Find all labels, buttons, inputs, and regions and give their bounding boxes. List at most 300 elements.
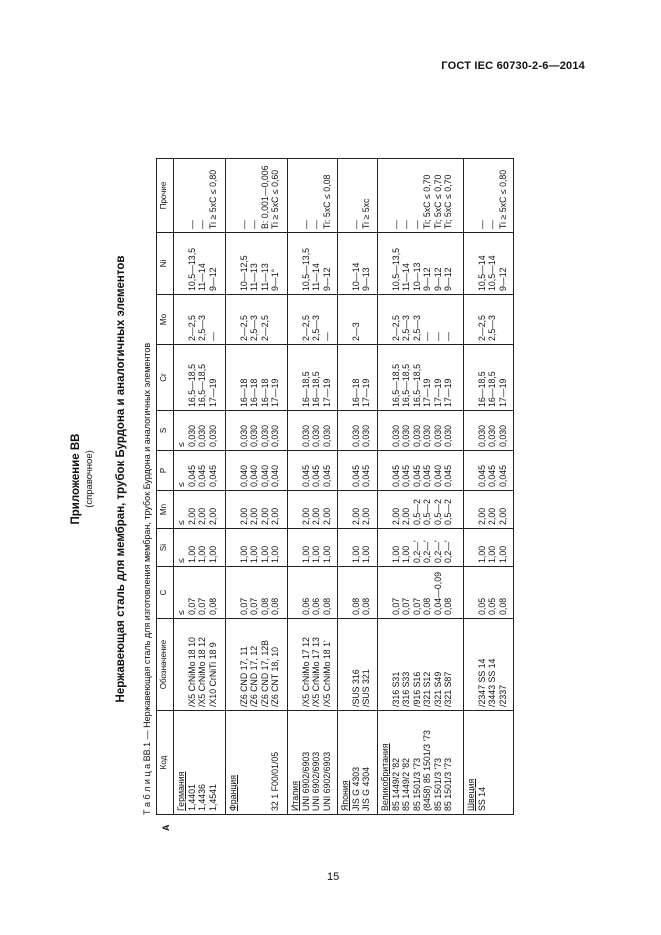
mo-value: 2—2,5 — [300, 315, 311, 341]
cell-s — [464, 411, 514, 451]
cell-p — [226, 451, 288, 491]
p-value: 0,045 — [361, 464, 371, 487]
code-value: 85 1449/2 '82 — [390, 757, 401, 811]
code-value — [260, 714, 271, 811]
designation-value: /X10 CrNiTi 18 9 — [207, 642, 218, 707]
page-number: 15 — [327, 871, 340, 883]
mn-value: 2,00 — [238, 507, 249, 525]
mn-value: 2,00 — [390, 507, 401, 525]
other-value: — — [311, 220, 321, 229]
other-value: — — [476, 220, 487, 229]
steel-table-wrapper — [156, 159, 535, 831]
s-value: 0,030 — [186, 424, 197, 447]
ni-value: 10,5—14 — [487, 255, 497, 291]
si-value: ≤ — [176, 558, 186, 563]
s-value: 0,030 — [350, 424, 361, 447]
designation-value: /SUS 316 — [350, 669, 361, 707]
table-caption: Т а б л и ц а ВВ.1 — Нержавеющая сталь для изготовления мембран, трубок Бурдона и аналогичных элементов — [142, 342, 152, 815]
col-header: S — [157, 411, 174, 451]
col-header: Ni — [157, 233, 174, 295]
si-value — [340, 532, 351, 563]
cell-designation — [174, 619, 226, 711]
cell-code — [464, 711, 514, 815]
ni-value — [176, 236, 187, 291]
other-value — [466, 162, 477, 229]
designation-value: /Z6 CND 17, 12 — [249, 645, 259, 707]
si-value: 1,00 — [350, 545, 361, 563]
cell-si — [288, 529, 338, 567]
col-header: Код — [157, 711, 174, 815]
cell-si — [338, 529, 378, 567]
ni-value: 11—13 — [259, 263, 270, 291]
country-name: Германия — [176, 771, 186, 811]
table-row — [378, 159, 464, 815]
ni-value: 9—12 — [422, 267, 432, 291]
designation-value: /321 S12 — [422, 671, 432, 707]
si-value: 1,00 — [487, 545, 497, 563]
cr-value: 16—18,5 — [311, 371, 321, 407]
designation-value: /Z6 CNT 18, 10 — [270, 647, 280, 707]
ni-value: 10,5—13,5 — [186, 247, 197, 291]
p-value: 0,045 — [321, 464, 332, 487]
other-value: B: 0,001—0,006 — [259, 165, 270, 229]
cr-value: 17—19 — [270, 378, 280, 407]
mo-value: — — [432, 332, 443, 341]
p-value: 0,045 — [300, 464, 311, 487]
mo-value: 2,5—3 — [311, 315, 321, 341]
p-value: ≤ — [176, 482, 186, 487]
s-value: 0,030 — [443, 424, 453, 447]
cell-ni — [338, 233, 378, 295]
cell-code — [226, 711, 288, 815]
p-value: 0,045 — [422, 464, 432, 487]
s-value — [228, 414, 239, 447]
mn-value: 2,00 — [249, 507, 259, 525]
appendix-subtitle: (справочное) — [84, 450, 95, 508]
cell-si — [174, 529, 226, 567]
designation-value: /316 S31 — [390, 671, 401, 707]
si-value: 1,00 — [321, 545, 332, 563]
ni-value: 9—12 — [321, 267, 332, 291]
cell-code — [174, 711, 226, 815]
si-value: 1,00 — [249, 545, 259, 563]
c-value: 0,08 — [497, 597, 508, 615]
c-value: 0,05 — [476, 597, 487, 615]
mo-value: 2—3 — [350, 322, 361, 341]
ni-value: 10—13 — [411, 262, 422, 291]
cr-value: 16—18 — [259, 378, 270, 407]
cell-s — [226, 411, 288, 451]
s-value: 0,030 — [401, 424, 411, 447]
ni-value — [290, 236, 301, 291]
code-value: 85 1501/3 '73 — [432, 757, 443, 811]
other-value: Ti; 5xC ≤ 0,70 — [432, 174, 443, 229]
cell-cr — [378, 345, 464, 411]
mn-value: 2,00 — [350, 507, 361, 525]
designation-value: /321 S87 — [443, 671, 453, 707]
cell-c — [338, 567, 378, 619]
code-value — [249, 714, 260, 811]
cell-designation — [338, 619, 378, 711]
table-row — [338, 159, 378, 815]
p-value — [340, 454, 351, 487]
spacer — [340, 622, 351, 707]
s-value — [290, 414, 301, 447]
table-row — [464, 159, 514, 815]
cr-value: 17—19 — [207, 378, 218, 407]
other-value: Ti: 5xC ≤ 0,08 — [321, 174, 332, 229]
ni-value: 9—12 — [443, 267, 453, 291]
cr-value: 17—19 — [321, 378, 332, 407]
cr-value: 16—18 — [350, 378, 361, 407]
si-value: 0,2—' — [411, 540, 422, 563]
cr-value: 16,5—18,5 — [186, 363, 197, 407]
designation-value: /SUS 321 — [361, 669, 371, 707]
mo-value: — — [321, 332, 332, 341]
c-value: 0,08 — [422, 597, 432, 615]
code-value: 85 1501/3 '73 — [411, 757, 422, 811]
si-value: 1,00 — [186, 545, 197, 563]
corner-mark: A — [161, 824, 171, 831]
cell-mn — [226, 491, 288, 529]
mn-value: 2,00 — [300, 507, 311, 525]
s-value: 0,030 — [361, 424, 371, 447]
cr-value: 16,5—18,5 — [197, 363, 207, 407]
mn-value: 2,00 — [270, 507, 280, 525]
cr-value: 17—19 — [497, 378, 508, 407]
ni-value: 11—14 — [311, 263, 321, 291]
c-value: 0,07 — [197, 597, 207, 615]
si-value: 1,00 — [361, 545, 371, 563]
cell-cr — [174, 345, 226, 411]
c-value: 0,07 — [401, 597, 411, 615]
c-value: 0,07 — [238, 597, 249, 615]
mn-value: 2,00 — [259, 507, 270, 525]
s-value: 0,030 — [497, 424, 508, 447]
other-value: Ti ≥ 5xc — [361, 198, 371, 229]
code-value: UNI 6902/6903 — [311, 751, 321, 811]
cell-mn — [174, 491, 226, 529]
country-name: Франция — [228, 774, 238, 811]
ni-value: 10,5—13,5 — [390, 247, 401, 291]
mo-value: 2,5—3 — [487, 315, 497, 341]
p-value: 0,045 — [186, 464, 197, 487]
designation-value: /3443 SS 14 — [487, 658, 497, 707]
si-value: 1,00 — [238, 545, 249, 563]
mn-value: 2,00 — [207, 507, 218, 525]
cell-code — [338, 711, 378, 815]
mn-value: 0,5—2 — [411, 499, 422, 525]
mn-value: 2,00 — [476, 507, 487, 525]
c-value: 0,08 — [350, 597, 361, 615]
mo-value — [228, 298, 239, 341]
mo-value — [340, 298, 351, 341]
cell-mo — [338, 295, 378, 345]
s-value: 0,030 — [259, 424, 270, 447]
mo-value: — — [443, 332, 453, 341]
s-value: 0,030 — [390, 424, 401, 447]
other-value: — — [390, 220, 401, 229]
p-value: 0,045 — [390, 464, 401, 487]
table-header-row — [157, 159, 174, 815]
cell-other — [288, 159, 338, 233]
cell-mn — [288, 491, 338, 529]
mo-value — [498, 298, 509, 341]
designation-value: /X5 CrNiMo 18 1' — [321, 640, 332, 707]
ni-value: 10,5—13,5 — [300, 247, 311, 291]
p-value: 0,045 — [197, 464, 207, 487]
cell-other — [464, 159, 514, 233]
mo-value — [176, 298, 187, 341]
cell-mo — [226, 295, 288, 345]
cr-value — [466, 348, 477, 407]
cell-c — [226, 567, 288, 619]
spacer — [176, 622, 187, 707]
s-value: 0,030 — [197, 424, 207, 447]
other-value: — — [197, 220, 207, 229]
ni-value: 9—13 — [361, 267, 371, 291]
p-value: 0,045 — [311, 464, 321, 487]
designation-value: /X5 CrNiMo 17 12 — [300, 637, 311, 707]
p-value: 0,040 — [238, 464, 249, 487]
si-value: 1,00 — [300, 545, 311, 563]
c-value: 0,08 — [443, 597, 453, 615]
si-value: 1,00 — [197, 545, 207, 563]
mn-value — [228, 494, 239, 525]
cr-value: 17—19 — [422, 378, 432, 407]
c-value — [340, 570, 351, 615]
code-value: SS 14 — [476, 787, 487, 811]
code-value: 1,4401 — [186, 784, 197, 811]
ni-value: 9—12 — [497, 267, 508, 291]
cr-value: 16,5—18,5 — [401, 363, 411, 407]
mn-value — [290, 494, 301, 525]
p-value: 0,040 — [259, 464, 270, 487]
mn-value: 2,00 — [361, 507, 371, 525]
cell-cr — [226, 345, 288, 411]
mo-value: 2,5—3 — [249, 315, 259, 341]
designation-value: /916 S16 — [411, 671, 422, 707]
country-name: Швеция — [466, 778, 476, 811]
mn-value: 2,00 — [497, 507, 508, 525]
s-value — [380, 414, 391, 447]
s-value: 0,030 — [476, 424, 487, 447]
p-value: 0,045 — [401, 464, 411, 487]
cr-value — [380, 348, 391, 407]
ni-value: 10—12,5 — [238, 255, 249, 291]
p-value: 0,040 — [432, 464, 443, 487]
cell-p — [338, 451, 378, 491]
mo-value: 2—2,5 — [390, 315, 401, 341]
cell-other — [378, 159, 464, 233]
other-value: — — [401, 220, 411, 229]
s-value: 0,030 — [207, 424, 218, 447]
country-name: Италия — [290, 781, 300, 811]
cell-mo — [174, 295, 226, 345]
cell-other — [226, 159, 288, 233]
ni-value: 9—12 — [207, 267, 218, 291]
ni-value — [340, 236, 351, 291]
cr-value: 17—19 — [361, 378, 371, 407]
code-value: 85 1449/2 '82 — [401, 757, 411, 811]
s-value: 0,030 — [321, 424, 332, 447]
cell-mo — [288, 295, 338, 345]
other-value: — — [249, 220, 259, 229]
table-row — [226, 159, 288, 815]
cr-value: 16—18,5 — [476, 371, 487, 407]
spacer — [466, 622, 477, 707]
p-value: 0,045 — [350, 464, 361, 487]
c-value: 0,07 — [186, 597, 197, 615]
cell-mn — [378, 491, 464, 529]
mo-value: 2—2,5 — [238, 315, 249, 341]
cell-cr — [464, 345, 514, 411]
mn-value: 0,5—2 — [432, 499, 443, 525]
si-value: 1,00 — [401, 545, 411, 563]
code-value — [239, 714, 250, 811]
s-value: 0,030 — [411, 424, 422, 447]
s-value: 0,030 — [422, 424, 432, 447]
s-value: 0,030 — [311, 424, 321, 447]
mo-value — [361, 298, 372, 341]
cr-value — [340, 348, 351, 407]
cell-mn — [464, 491, 514, 529]
cell-ni — [226, 233, 288, 295]
s-value — [340, 414, 351, 447]
mn-value — [380, 494, 391, 525]
si-value: 1,00 — [207, 545, 218, 563]
other-value — [380, 162, 391, 229]
ni-value: 9—12 — [432, 267, 443, 291]
p-value: 0,045 — [476, 464, 487, 487]
s-value: 0,030 — [249, 424, 259, 447]
mn-value — [466, 494, 477, 525]
ni-value: 11—14 — [197, 263, 207, 291]
other-value — [228, 162, 239, 229]
code-value: 1,4436 — [197, 784, 207, 811]
cell-s — [288, 411, 338, 451]
other-value: — — [487, 220, 497, 229]
p-value — [290, 454, 301, 487]
designation-value: /Z6 CND 17, 12B — [259, 640, 270, 707]
cell-p — [174, 451, 226, 491]
si-value — [466, 532, 477, 563]
ni-value — [466, 236, 477, 291]
cr-value: 16—18,5 — [300, 371, 311, 407]
c-value: 0,07 — [411, 597, 422, 615]
c-value — [228, 570, 239, 615]
c-value: 0,08 — [207, 597, 218, 615]
s-value — [466, 414, 477, 447]
c-value: 0,04—0,09 — [432, 571, 443, 615]
mn-value — [340, 494, 351, 525]
cell-si — [378, 529, 464, 567]
cell-c — [464, 567, 514, 619]
designation-value: /2347 SS 14 — [476, 658, 487, 707]
cell-s — [378, 411, 464, 451]
cr-value — [290, 348, 301, 407]
mo-value — [466, 298, 477, 341]
col-header: Si — [157, 529, 174, 567]
cell-c — [378, 567, 464, 619]
cr-value: 17—19 — [443, 378, 453, 407]
designation-value: /X5 CrNiMo 18 10 — [186, 637, 197, 707]
ni-value — [228, 236, 239, 291]
rotated-content — [70, 143, 535, 831]
table-row — [288, 159, 338, 815]
other-value: — — [411, 220, 422, 229]
col-header: Mo — [157, 295, 174, 345]
cell-designation — [226, 619, 288, 711]
designation-value: /316 S33 — [401, 671, 411, 707]
si-value: 1,00 — [311, 545, 321, 563]
cell-cr — [338, 345, 378, 411]
cell-c — [174, 567, 226, 619]
p-value: 0,040 — [249, 464, 259, 487]
cell-mo — [378, 295, 464, 345]
ni-value: 10—14 — [350, 262, 361, 291]
mn-value: 2,00 — [401, 507, 411, 525]
cr-value: 16—18 — [238, 378, 249, 407]
mo-value: — — [207, 332, 218, 341]
p-value: 0,045 — [443, 464, 453, 487]
designation-value: /2337 — [497, 684, 508, 707]
s-value: 0,030 — [432, 424, 443, 447]
c-value: 0,07 — [249, 597, 259, 615]
si-value: 1,00 — [390, 545, 401, 563]
other-value: — — [186, 220, 197, 229]
c-value: 0,08 — [270, 597, 280, 615]
mn-value: ≤ — [176, 520, 186, 525]
si-value: 0,2—' — [432, 540, 443, 563]
cell-c — [288, 567, 338, 619]
cell-ni — [288, 233, 338, 295]
other-value: — — [238, 220, 249, 229]
table-row — [174, 159, 226, 815]
code-value: UNI 6902/6903 — [300, 751, 311, 811]
c-value — [380, 570, 391, 615]
s-value: 0,030 — [487, 424, 497, 447]
code-value: (8458) 85 1501/3 '73 — [422, 730, 432, 811]
code-value: UNI 6902/6903 — [321, 751, 332, 811]
cell-designation — [464, 619, 514, 711]
p-value: 0,045 — [207, 464, 218, 487]
spacer — [290, 622, 301, 707]
code-value: JIS G 4304 — [361, 766, 371, 811]
cell-si — [464, 529, 514, 567]
other-value — [176, 162, 187, 229]
cr-value — [176, 348, 187, 407]
cell-ni — [378, 233, 464, 295]
cr-value: 17—19 — [432, 378, 443, 407]
other-value: Ti ≥ 5xC ≤ 0,80 — [497, 169, 508, 229]
designation-value: /X5 CrNiMo 18 12 — [197, 637, 207, 707]
code-value: 1,4541 — [207, 784, 218, 811]
mn-value: 2,00 — [186, 507, 197, 525]
other-value: Ti; 5xC ≤ 0,70 — [443, 174, 453, 229]
mn-value: 2,00 — [197, 507, 207, 525]
mn-value: 2,00 — [487, 507, 497, 525]
country-name: Великобритания — [380, 743, 390, 811]
si-value: 1,00 — [497, 545, 508, 563]
p-value: 0,045 — [411, 464, 422, 487]
main-title: Нержавеющая сталь для мембран, трубок Бурдона и аналогичных элементов — [115, 255, 127, 703]
mn-value: 2,00 — [321, 507, 332, 525]
steel-table — [156, 158, 514, 815]
code-value: 85 1501/3 '73 — [443, 757, 453, 811]
ni-value: 9—1° — [270, 268, 280, 291]
cr-value — [228, 348, 239, 407]
